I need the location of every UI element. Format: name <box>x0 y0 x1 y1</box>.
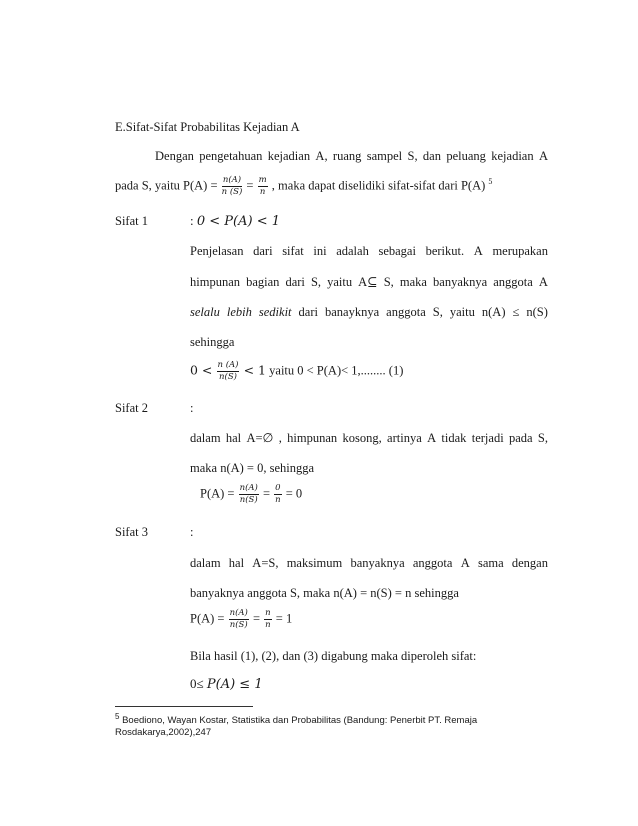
sifat-1-inequality: 0 < $\frac{n (A)}{n(S)}$ < 1 yaitu 0 < P(A)< 1,........ (1) <box>190 360 404 382</box>
sifat-2-formula: P(A) = $\frac{n(A)}{n(S)}$ = $\frac{0}{n}$ = 0 <box>200 483 303 505</box>
word: A=S, <box>252 556 279 570</box>
word: dari <box>298 305 318 319</box>
word: kejadian <box>267 149 311 163</box>
sifat-1-line-1 <box>190 245 548 258</box>
word: A=∅ <box>246 431 274 445</box>
fraction-m-over-n: $\frac{m}{n}$ <box>258 175 267 197</box>
sifat-3-colon: : <box>190 525 194 539</box>
word: merupakan <box>492 244 548 258</box>
sifat-2-label: Sifat 2 <box>115 401 148 415</box>
word: dalam <box>190 431 221 445</box>
word: selalu <box>190 305 220 319</box>
sifat-3-conclusion: Bila hasil (1), (2), dan (3) digabung maka diperoleh sifat: <box>190 649 477 663</box>
word: himpunan <box>190 275 240 289</box>
sifat-2-colon: : <box>190 401 194 415</box>
fraction-nA-over-nS: $\frac{n(A)}{n (S)}$ <box>221 175 243 197</box>
word: terjadi <box>471 431 504 445</box>
intro-line-1 <box>155 150 548 163</box>
word: peluang <box>446 149 486 163</box>
word: kejadian <box>491 149 534 163</box>
word: A <box>538 149 548 163</box>
word: sampel <box>366 149 403 163</box>
word: S, <box>432 305 443 319</box>
word: pada <box>508 431 533 445</box>
word: S, <box>310 275 322 289</box>
word: adalah <box>336 244 369 258</box>
intro-text-end: , maka dapat diselidiki sifat-sifat dari P(A) <box>271 178 486 193</box>
word: banyaknya <box>433 275 488 289</box>
word: yaitu <box>327 275 353 289</box>
section-heading: E.Sifat-Sifat Probabilitas Kejadian A <box>115 120 300 134</box>
word: A <box>538 275 548 289</box>
word: S, <box>537 431 548 445</box>
word: Dengan <box>155 149 194 163</box>
word: A <box>473 244 483 258</box>
word: yaitu <box>449 305 475 319</box>
word: ruang <box>332 149 362 163</box>
word: n(S) <box>526 305 548 319</box>
word: ≤ <box>512 305 520 319</box>
word: maksimum <box>286 556 343 570</box>
word: hal <box>228 556 245 570</box>
sifat-3-formula: P(A) = $\frac{n(A)}{n(S)}$ = $\frac{n}{n}$ = 1 <box>190 608 293 630</box>
word: lebih <box>226 305 252 319</box>
word: dan <box>422 149 441 163</box>
word: hal <box>225 431 242 445</box>
word: dari <box>285 275 305 289</box>
fraction-nA-over-nS: $\frac{n(A)}{n(S)}$ <box>239 483 258 505</box>
sifat-1-formula: : 0 < P(A) < 1 <box>190 213 281 229</box>
footnote-line-2: Rosdakarya,2002),247 <box>115 727 212 738</box>
word: banayknya <box>325 305 380 319</box>
word: kosong, <box>342 431 382 445</box>
sifat-3-line-2: banyaknya anggota S, maka n(A) = n(S) = n sehingga <box>190 586 459 600</box>
sifat-1-line-4: sehingga <box>190 335 235 349</box>
word: maka <box>399 275 427 289</box>
word: S, <box>407 149 418 163</box>
word: sedikit <box>258 305 292 319</box>
footnote-line-1: $^5$ Boediono, Wayan Kostar, Statistika dan Probabilitas (Bandung: Penerbit PT. Remaja <box>115 712 478 727</box>
word: sebagai <box>378 244 416 258</box>
fraction-n-over-n: $\frac{n}{n}$ <box>265 608 271 630</box>
word: A <box>427 431 437 445</box>
word: banyaknya <box>350 556 405 570</box>
word: sama <box>477 556 504 570</box>
word: anggota <box>386 305 426 319</box>
word: dengan <box>511 556 548 570</box>
fraction-0-over-n: $\frac{0}{n}$ <box>275 483 281 505</box>
fraction-nA-over-nS: $\frac{n (A)}{n(S)}$ <box>217 360 239 382</box>
word: sifat <box>282 244 304 258</box>
word: himpunan <box>287 431 338 445</box>
word: n(A) <box>481 305 506 319</box>
word: tidak <box>441 431 467 445</box>
word: ini <box>313 244 327 258</box>
sifat-1-label: Sifat 1 <box>115 214 148 228</box>
sifat-2-line-1 <box>190 432 548 445</box>
sifat-2-line-2: maka n(A) = 0, sehingga <box>190 461 315 475</box>
sifat-1-line-3 <box>190 306 548 319</box>
word: pengetahuan <box>199 149 263 163</box>
fraction-nA-over-nS: $\frac{n(A)}{n(S)}$ <box>229 608 248 630</box>
sifat-3-label: Sifat 3 <box>115 525 148 539</box>
sifat-1-line-2 <box>190 276 548 289</box>
word: A, <box>315 149 328 163</box>
sifat-3-line-1 <box>190 557 548 570</box>
word: berikut. <box>425 244 465 258</box>
equals-sign: = <box>246 178 254 193</box>
word: anggota <box>412 556 453 570</box>
word: , <box>278 431 282 445</box>
intro-text-start: pada S, yaitu P(A) = <box>115 178 218 193</box>
intro-line-2 <box>115 176 492 197</box>
word: A⊆ <box>358 275 378 289</box>
footnote-reference: 5 <box>488 177 493 187</box>
final-property-formula: 0≤ P(A) ≤ 1 <box>190 676 263 692</box>
word: dalam <box>190 556 221 570</box>
word: Penjelasan <box>190 244 244 258</box>
word: artinya <box>387 431 422 445</box>
word: A <box>460 556 470 570</box>
word: S, <box>383 275 394 289</box>
word: anggota <box>493 275 533 289</box>
footnote-divider <box>115 706 253 707</box>
word: dari <box>253 244 273 258</box>
word: bagian <box>246 275 280 289</box>
